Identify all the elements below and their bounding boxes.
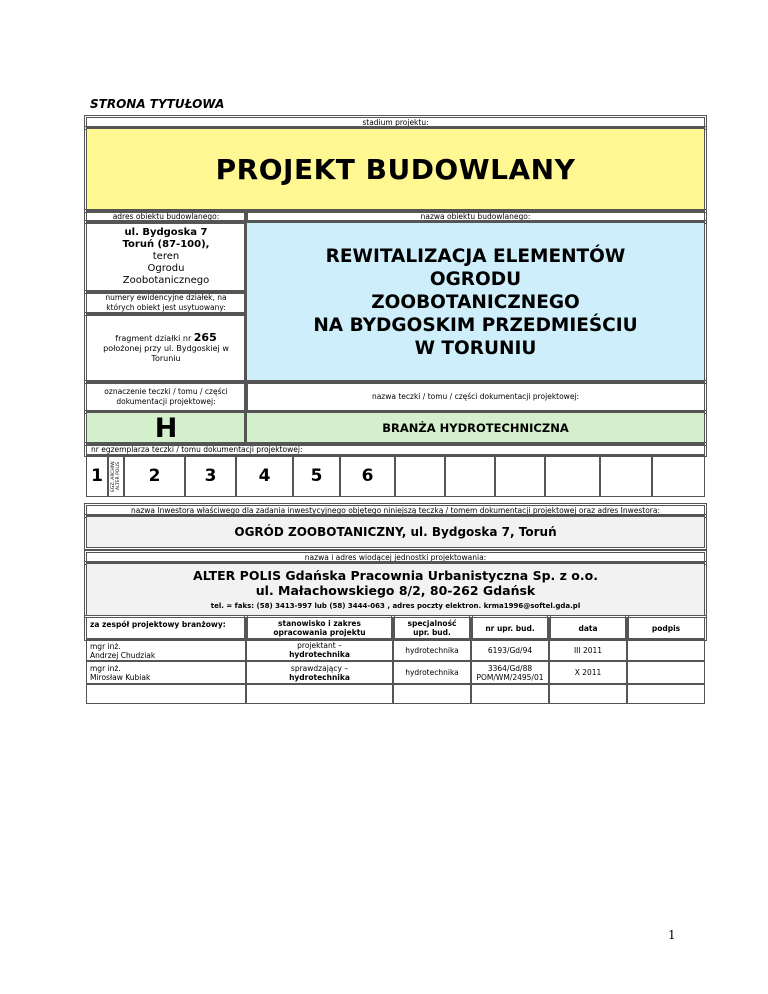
copy-empty-cell xyxy=(545,455,600,497)
team-scope: hydrotechnika xyxy=(289,650,350,659)
table-row-1-date: III 2011 xyxy=(549,639,627,661)
team-header-date: data xyxy=(549,617,627,639)
folder-symbol-label: oznaczenie teczki / tomu / części dokumentacji projektowej: xyxy=(86,382,246,412)
folder-name: BRANŻA HYDROTECHNICZNA xyxy=(246,412,705,444)
team-header-name: za zespół projektowy branżowy: xyxy=(86,617,246,639)
address-line-5: Zoobotanicznego xyxy=(122,275,210,286)
copy-empty-cell xyxy=(600,455,652,497)
table-row-2-specialty: hydrotechnika xyxy=(393,661,471,684)
copy-4: 4 xyxy=(236,455,293,497)
team-header-role: stanowisko i zakres opracowania projektu xyxy=(246,617,393,639)
object-line-5: W TORUNIU xyxy=(414,337,537,359)
address-label: adres obiektu budowlanego: xyxy=(86,211,246,222)
address-block xyxy=(86,222,246,292)
copy-empty-cell xyxy=(652,455,705,497)
table-row-1-license: 6193/Gd/94 xyxy=(471,639,549,661)
page-number: 1 xyxy=(668,928,676,942)
table-row-empty xyxy=(86,684,246,704)
folder-symbol: H xyxy=(86,412,246,444)
object-line-3: ZOOBOTANICZNEGO xyxy=(371,291,580,313)
team-header-specialty: specjalność upr. bud. xyxy=(393,617,471,639)
team-name: Mirosław Kubiak xyxy=(90,673,151,682)
team-name-title: mgr inż. xyxy=(90,642,121,651)
address-line-4: Ogrodu xyxy=(147,263,185,274)
copy-empty-cell xyxy=(445,455,495,497)
table-row-2-license: 3364/Gd/88 POM/WM/2495/01 xyxy=(471,661,549,684)
plot-prefix: fragment działki nr xyxy=(115,333,192,343)
object-line-4: NA BYDGOSKIM PRZEDMIEŚCIU xyxy=(313,314,638,336)
object-label: nazwa obiektu budowlanego: xyxy=(246,211,705,222)
stage-label: stadium projektu: xyxy=(86,117,705,128)
copies-label: nr egzemplarza teczki / tomu dokumentacji projektowej: xyxy=(86,444,705,455)
team-role: sprawdzający – xyxy=(290,663,349,673)
investor-label: nazwa Inwestora właściwego dla zadania inwestycyjnego objętego niniejszą teczką / tomem dokumentacji projektowej oraz adres Inwestora: xyxy=(86,505,705,516)
plot-number: 265 xyxy=(193,330,217,344)
copy-3: 3 xyxy=(185,455,236,497)
plot-suffix: położonej przy ul. Bydgoskiej w Toruniu xyxy=(103,343,229,363)
stage-value: PROJEKT BUDOWLANY xyxy=(86,128,705,211)
table-row-1-name xyxy=(86,639,246,661)
copy-empty-cell xyxy=(495,455,545,497)
designer-address: ul. Małachowskiego 8/2, 80-262 Gdańsk xyxy=(255,582,536,598)
team-header-signature: podpis xyxy=(627,617,705,639)
page-heading: STRONA TYTUŁOWA xyxy=(90,97,225,111)
table-row-1-specialty: hydrotechnika xyxy=(393,639,471,661)
table-row-empty xyxy=(549,684,627,704)
table-row-empty xyxy=(393,684,471,704)
table-row-2-date: X 2011 xyxy=(549,661,627,684)
designer-name: ALTER POLIS Gdańska Pracownia Urbanistyczna Sp. z o.o. xyxy=(193,567,598,583)
table-row-1-role xyxy=(246,639,393,661)
team-role: projektant – xyxy=(297,641,342,650)
address-line-3: teren xyxy=(152,251,180,262)
designer-label: nazwa i adres wiodącej jednostki projektowania: xyxy=(86,552,705,563)
team-name-title: mgr inż. xyxy=(90,664,121,673)
table-row-2-role xyxy=(246,661,393,684)
plot-block xyxy=(86,314,246,382)
table-row-1-signature xyxy=(627,639,705,661)
archive-note: EGZ. ARCHIW. ALTER POLIS xyxy=(111,460,121,492)
designer-block xyxy=(86,563,705,616)
investor-value: OGRÓD ZOOBOTANICZNY, ul. Bydgoska 7, Toruń xyxy=(86,516,705,548)
object-name xyxy=(246,222,705,382)
object-line-1: REWITALIZACJA ELEMENTÓW xyxy=(325,245,626,267)
table-row-empty xyxy=(471,684,549,704)
address-city: Toruń (87-100), xyxy=(122,239,210,250)
address-street: ul. Bydgoska 7 xyxy=(124,227,208,238)
table-row-empty xyxy=(246,684,393,704)
copy-2: 2 xyxy=(124,455,185,497)
copy-1: 1 xyxy=(86,455,108,497)
team-table xyxy=(86,617,705,705)
table-row-empty xyxy=(627,684,705,704)
copy-5: 5 xyxy=(293,455,340,497)
plot-label: numery ewidencyjne działek, na których obiekt jest usytuowany: xyxy=(86,292,246,314)
copy-empty-cell xyxy=(395,455,445,497)
team-header-license: nr upr. bud. xyxy=(471,617,549,639)
object-line-2: OGRODU xyxy=(429,268,522,290)
team-scope: hydrotechnika xyxy=(289,672,350,682)
archive-note-cell xyxy=(108,455,124,497)
team-name: Andrzej Chudziak xyxy=(90,651,156,660)
table-row-2-name xyxy=(86,661,246,684)
folder-name-label: nazwa teczki / tomu / części dokumentacji projektowej: xyxy=(246,382,705,412)
table-row-2-signature xyxy=(627,661,705,684)
designer-contact: tel. = faks: (58) 3413-997 lub (58) 3444-063 , adres poczty elektron. krma1996@softel.gda.pl xyxy=(210,601,581,610)
copy-6: 6 xyxy=(340,455,395,497)
